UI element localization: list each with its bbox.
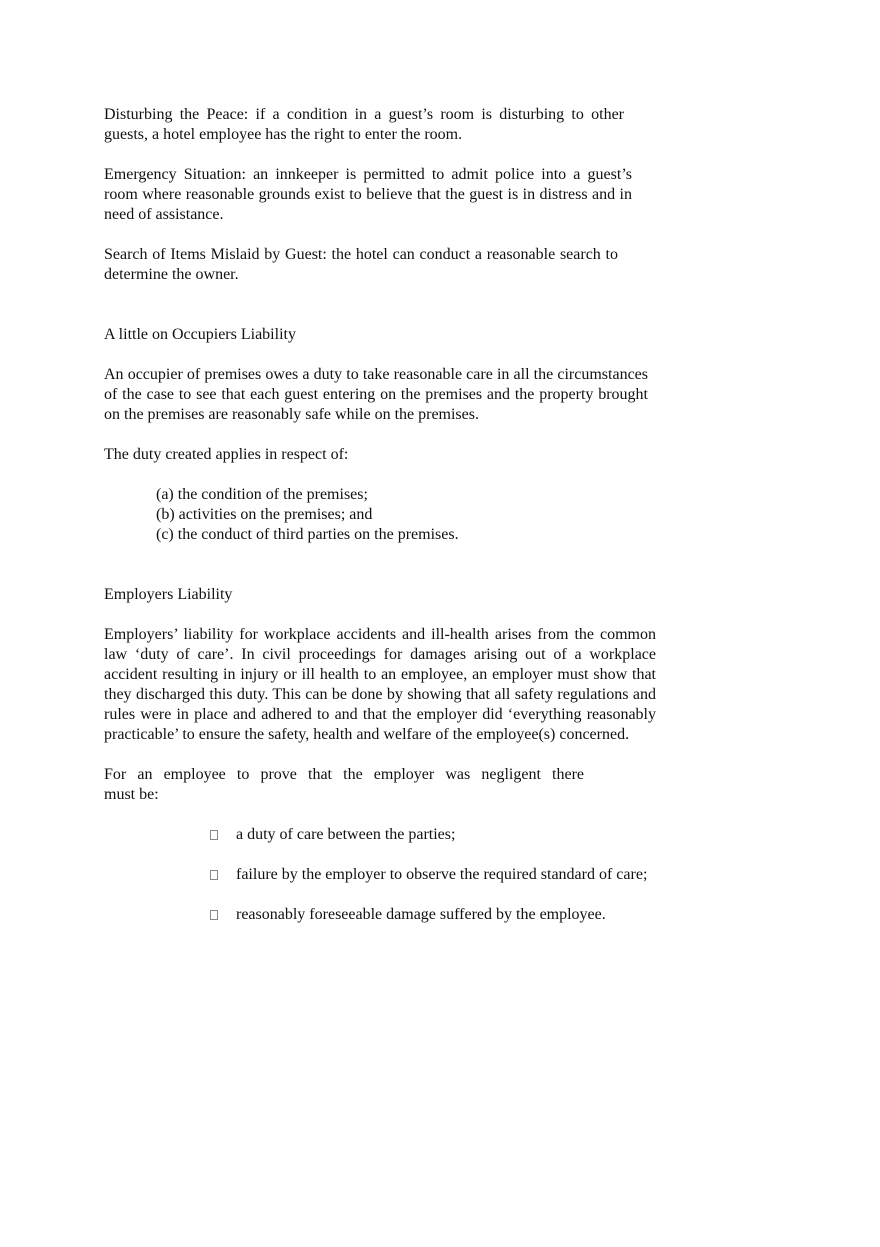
- paragraph-occupiers-duty: An occupier of premises owes a duty to take reasonable care in all the circumstances of the case to see that each guest entering on the premises and the property brought on the premises are reasonably safe while on the premises.: [104, 366, 648, 423]
- heading-occupiers-liability: A little on Occupiers Liability: [104, 326, 296, 343]
- prove-intro-line-1: For an employee to prove that the employer was negligent there: [104, 766, 584, 783]
- prove-intro-line-2: must be:: [104, 786, 159, 803]
- paragraph-search-items: Search of Items Mislaid by Guest: the hotel can conduct a reasonable search to determine the owner.: [104, 246, 618, 283]
- paragraph-emergency-situation: Emergency Situation: an innkeeper is permitted to admit police into a guest’s room where reasonable grounds exist to believe that the guest is in distress and in need of assistance.: [104, 166, 632, 223]
- bullet-text: failure by the employer to observe the required standard of care;: [236, 866, 648, 883]
- list-item: (a) the condition of the premises;: [156, 486, 368, 503]
- document-page: [104, 105, 664, 945]
- duty-list: [104, 485, 664, 545]
- list-item: (c) the conduct of third parties on the premises.: [156, 526, 459, 543]
- bullet-text: reasonably foreseeable damage suffered by the employee.: [236, 906, 606, 923]
- bullet-box-icon: [210, 910, 218, 920]
- list-item: [208, 865, 670, 885]
- list-item: (b) activities on the premises; and: [156, 506, 373, 523]
- heading-employers-liability: Employers Liability: [104, 586, 233, 603]
- paragraph-duty-intro: The duty created applies in respect of:: [104, 446, 349, 463]
- bullet-box-icon: [210, 870, 218, 880]
- paragraph-prove-intro: [104, 765, 664, 805]
- negligence-bullet-list: [104, 825, 670, 925]
- bullet-box-icon: [210, 830, 218, 840]
- list-item: [208, 905, 670, 925]
- bullet-text: a duty of care between the parties;: [236, 826, 456, 843]
- paragraph-employers-liability: Employers’ liability for workplace accidents and ill-health arises from the common law ‘duty of care’. In civil proceedings for damages arising out of a workplace accident resulting in injury or ill health to an employee, an employer must show that they discharged this duty. This can be done by showing that all safety regulations and rules were in place and adhered to and that the employer did ‘everything reasonably practicable’ to ensure the safety, health and welfare of the employee(s) concerned.: [104, 626, 656, 743]
- paragraph-disturbing-peace: Disturbing the Peace: if a condition in a guest’s room is disturbing to other guests, a hotel employee has the right to enter the room.: [104, 106, 624, 143]
- list-item: [208, 825, 670, 845]
